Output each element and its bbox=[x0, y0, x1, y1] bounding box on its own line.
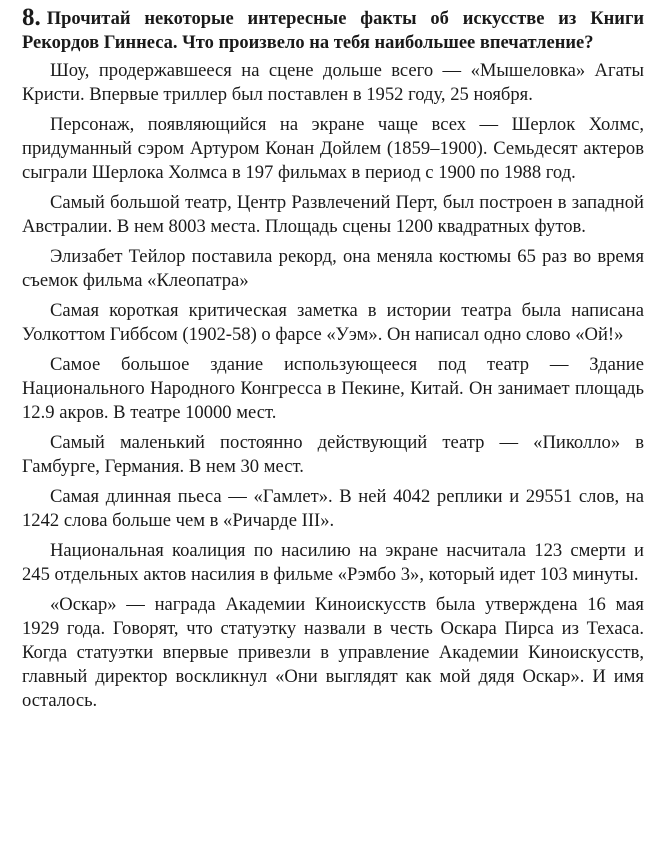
fact-paragraph: Самая длинная пьеса — «Гамлет». В ней 4042 реплики и 29551 слов, на 1242 слова больше чем в «Ричарде III». bbox=[22, 485, 644, 531]
fact-paragraph: Шоу, продержавшееся на сцене дольше всего — «Мышеловка» Агаты Кристи. Впервые триллер был поставлен в 1952 году, 25 ноября. bbox=[22, 60, 644, 106]
fact-paragraph: Самый большой театр, Центр Развлечений Перт, был построен в западной Австралии. В нем 8003 места. Площадь сцены 1200 квадратных футов. bbox=[22, 192, 644, 238]
task-heading bbox=[22, 6, 644, 55]
fact-paragraph: Самая короткая критическая заметка в истории театра была написана Уолкоттом Гиббсом (1902-58) о фарсе «Уэм». Он написал одно слово «Ой!» bbox=[22, 299, 644, 346]
fact-paragraph: «Оскар» — награда Академии Киноискусств была утверждена 16 мая 1929 года. Говорят, что статуэтку назвали в честь Оскара Пирса из Техаса. Когда статуэтки впервые привезли в управление Академии Киноискусств, главный директор воскликнул «Они выглядят как мой дядя Оскар». И имя осталось. bbox=[22, 593, 644, 712]
fact-paragraph: Элизабет Тейлор поставила рекорд, она меняла костюмы 65 раз во время съемок фильма «Клеопатра» bbox=[22, 245, 644, 292]
fact-paragraph: Персонаж, появляющийся на экране чаще всех — Шерлок Холмс, придуманный сэром Артуром Конан Дойлем (1859–1900). Семьдесят актеров сыграли Шерлока Холмса в 197 фильмах в период с 1900 по 1988 год. bbox=[22, 113, 644, 184]
fact-paragraph: Самый маленький постоянно действующий театр — «Пиколло» в Гамбурге, Германия. В нем 30 мест. bbox=[22, 431, 644, 478]
fact-paragraph: Самое большое здание использующееся под театр — Здание Национального Народного Конгресса в Пекине, Китай. Он занимает площадь 12.9 акров. В театре 10000 мест. bbox=[22, 353, 644, 424]
task-number: 8. bbox=[22, 4, 41, 31]
fact-paragraph: Национальная коалиция по насилию на экране насчитала 123 смерти и 245 отдельных актов насилия в фильме «Рэмбо 3», который идет 103 минуты. bbox=[22, 539, 644, 585]
textbook-page bbox=[22, 6, 644, 719]
task-instruction: Прочитай некоторые интересные факты об искусстве из Книги Рекордов Гиннеса. Что произвело на тебя наибольшее впечатление? bbox=[22, 9, 644, 53]
